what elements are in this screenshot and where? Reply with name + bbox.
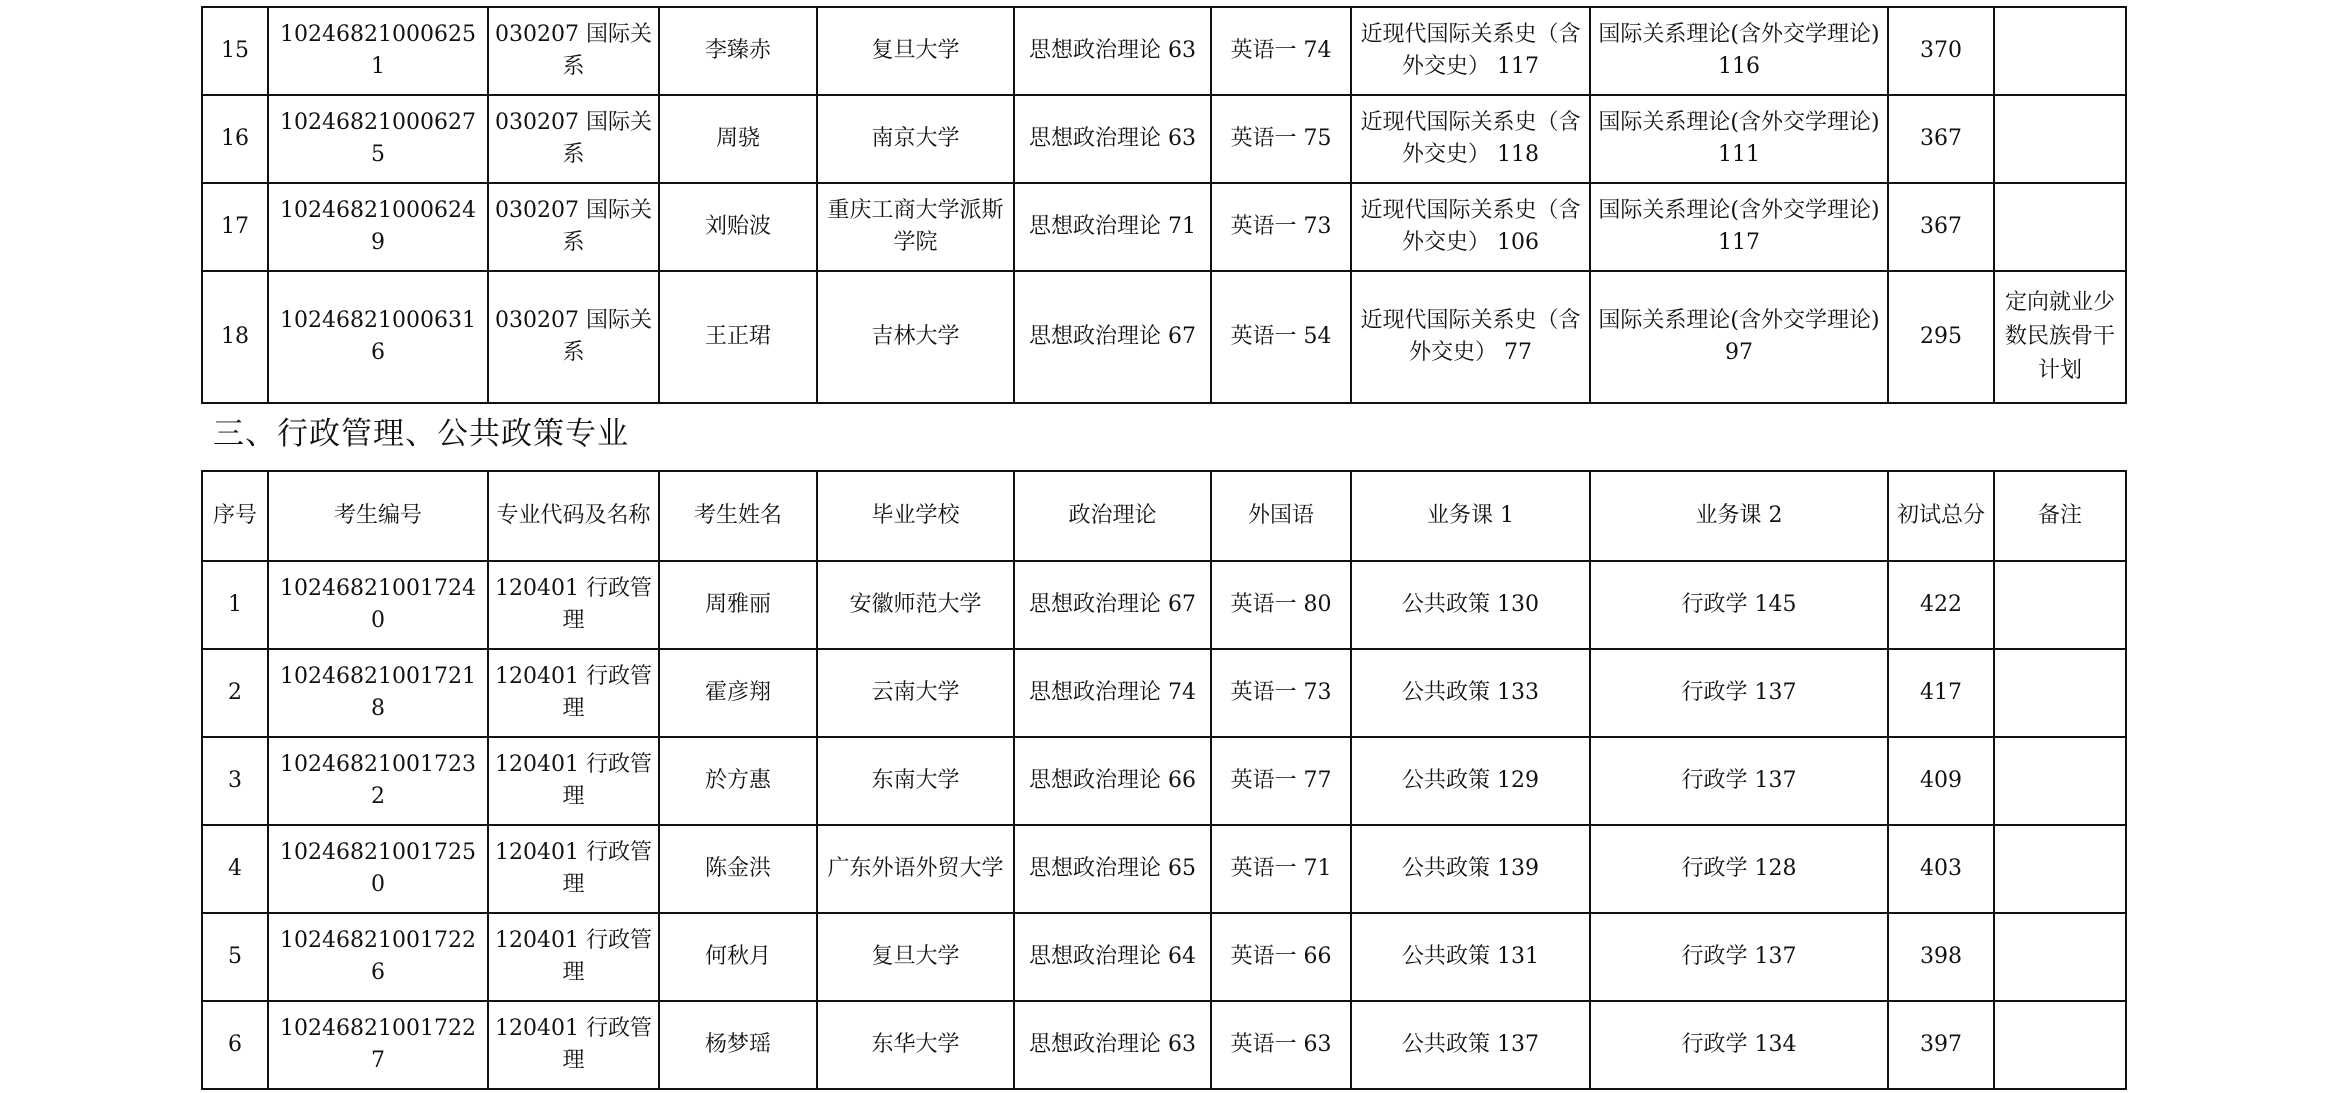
note-cell [1994, 825, 2126, 913]
seq-cell: 4 [202, 825, 268, 913]
international-relations-table [201, 6, 2127, 404]
exam-id-cell: 102468210017226 [268, 913, 488, 1001]
table-row [202, 95, 2126, 183]
exam-id-cell: 102468210017232 [268, 737, 488, 825]
course2-cell: 行政学 137 [1590, 913, 1888, 1001]
name-cell: 周骁 [659, 95, 817, 183]
header-name: 考生姓名 [659, 471, 817, 561]
course1-cell: 公共政策 131 [1351, 913, 1590, 1001]
table-row [202, 825, 2126, 913]
note-cell [1994, 561, 2126, 649]
course2-cell: 行政学 134 [1590, 1001, 1888, 1089]
politics-cell: 思想政治理论 63 [1014, 95, 1211, 183]
name-cell: 何秋月 [659, 913, 817, 1001]
school-cell: 南京大学 [817, 95, 1014, 183]
major-cell: 120401 行政管理 [488, 913, 659, 1001]
total-score-cell: 398 [1888, 913, 1994, 1001]
name-cell: 李臻赤 [659, 7, 817, 95]
note-cell [1994, 649, 2126, 737]
seq-cell: 17 [202, 183, 268, 271]
table-row [202, 1001, 2126, 1089]
exam-id-cell: 102468210017250 [268, 825, 488, 913]
politics-cell: 思想政治理论 64 [1014, 913, 1211, 1001]
major-cell: 120401 行政管理 [488, 1001, 659, 1089]
header-major: 专业代码及名称 [488, 471, 659, 561]
politics-cell: 思想政治理论 67 [1014, 561, 1211, 649]
politics-cell: 思想政治理论 65 [1014, 825, 1211, 913]
course2-cell: 国际关系理论(含外交学理论) 111 [1590, 95, 1888, 183]
header-school: 毕业学校 [817, 471, 1014, 561]
politics-cell: 思想政治理论 74 [1014, 649, 1211, 737]
note-cell [1994, 183, 2126, 271]
course1-cell: 近现代国际关系史（含外交史） 77 [1351, 271, 1590, 403]
school-cell: 吉林大学 [817, 271, 1014, 403]
header-exam-id: 考生编号 [268, 471, 488, 561]
politics-cell: 思想政治理论 67 [1014, 271, 1211, 403]
major-cell: 120401 行政管理 [488, 649, 659, 737]
name-cell: 陈金洪 [659, 825, 817, 913]
exam-id-cell: 102468210006251 [268, 7, 488, 95]
total-score-cell: 417 [1888, 649, 1994, 737]
politics-cell: 思想政治理论 66 [1014, 737, 1211, 825]
politics-cell: 思想政治理论 63 [1014, 1001, 1211, 1089]
seq-cell: 15 [202, 7, 268, 95]
seq-cell: 1 [202, 561, 268, 649]
language-cell: 英语一 80 [1211, 561, 1351, 649]
school-cell: 复旦大学 [817, 913, 1014, 1001]
course1-cell: 近现代国际关系史（含外交史） 106 [1351, 183, 1590, 271]
exam-id-cell: 102468210006275 [268, 95, 488, 183]
total-score-cell: 370 [1888, 7, 1994, 95]
total-score-cell: 367 [1888, 183, 1994, 271]
course2-cell: 行政学 145 [1590, 561, 1888, 649]
table-row [202, 561, 2126, 649]
course1-cell: 公共政策 137 [1351, 1001, 1590, 1089]
major-cell: 030207 国际关系 [488, 183, 659, 271]
table-header-row [202, 471, 2126, 561]
name-cell: 周雅丽 [659, 561, 817, 649]
total-score-cell: 422 [1888, 561, 1994, 649]
major-cell: 120401 行政管理 [488, 825, 659, 913]
course1-cell: 公共政策 139 [1351, 825, 1590, 913]
politics-cell: 思想政治理论 63 [1014, 7, 1211, 95]
note-cell [1994, 913, 2126, 1001]
header-course2: 业务课 2 [1590, 471, 1888, 561]
language-cell: 英语一 73 [1211, 649, 1351, 737]
exam-id-cell: 102468210017240 [268, 561, 488, 649]
language-cell: 英语一 54 [1211, 271, 1351, 403]
course1-cell: 公共政策 133 [1351, 649, 1590, 737]
note-cell [1994, 7, 2126, 95]
total-score-cell: 403 [1888, 825, 1994, 913]
course1-cell: 近现代国际关系史（含外交史） 118 [1351, 95, 1590, 183]
exam-id-cell: 102468210017227 [268, 1001, 488, 1089]
major-cell: 120401 行政管理 [488, 737, 659, 825]
name-cell: 杨梦瑶 [659, 1001, 817, 1089]
table-row [202, 737, 2126, 825]
total-score-cell: 397 [1888, 1001, 1994, 1089]
name-cell: 於方惠 [659, 737, 817, 825]
course2-cell: 行政学 128 [1590, 825, 1888, 913]
total-score-cell: 367 [1888, 95, 1994, 183]
table-row [202, 183, 2126, 271]
section-heading: 三、行政管理、公共政策专业 [213, 416, 629, 452]
public-administration-table [201, 470, 2127, 1090]
major-cell: 030207 国际关系 [488, 95, 659, 183]
name-cell: 王正珺 [659, 271, 817, 403]
course1-cell: 公共政策 129 [1351, 737, 1590, 825]
school-cell: 云南大学 [817, 649, 1014, 737]
school-cell: 东南大学 [817, 737, 1014, 825]
course2-cell: 行政学 137 [1590, 737, 1888, 825]
name-cell: 刘贻波 [659, 183, 817, 271]
seq-cell: 16 [202, 95, 268, 183]
course2-cell: 行政学 137 [1590, 649, 1888, 737]
total-score-cell: 409 [1888, 737, 1994, 825]
school-cell: 东华大学 [817, 1001, 1014, 1089]
course2-cell: 国际关系理论(含外交学理论) 116 [1590, 7, 1888, 95]
seq-cell: 6 [202, 1001, 268, 1089]
language-cell: 英语一 75 [1211, 95, 1351, 183]
seq-cell: 2 [202, 649, 268, 737]
language-cell: 英语一 66 [1211, 913, 1351, 1001]
language-cell: 英语一 63 [1211, 1001, 1351, 1089]
table-row [202, 7, 2126, 95]
table-row [202, 649, 2126, 737]
table-row [202, 913, 2126, 1001]
header-note: 备注 [1994, 471, 2126, 561]
language-cell: 英语一 71 [1211, 825, 1351, 913]
note-cell: 定向就业少数民族骨干计划 [1994, 271, 2126, 403]
school-cell: 广东外语外贸大学 [817, 825, 1014, 913]
header-politics: 政治理论 [1014, 471, 1211, 561]
course2-cell: 国际关系理论(含外交学理论) 97 [1590, 271, 1888, 403]
course1-cell: 公共政策 130 [1351, 561, 1590, 649]
school-cell: 复旦大学 [817, 7, 1014, 95]
header-language: 外国语 [1211, 471, 1351, 561]
note-cell [1994, 1001, 2126, 1089]
exam-id-cell: 102468210017218 [268, 649, 488, 737]
course2-cell: 国际关系理论(含外交学理论) 117 [1590, 183, 1888, 271]
course1-cell: 近现代国际关系史（含外交史） 117 [1351, 7, 1590, 95]
total-score-cell: 295 [1888, 271, 1994, 403]
exam-id-cell: 102468210006316 [268, 271, 488, 403]
note-cell [1994, 737, 2126, 825]
header-seq: 序号 [202, 471, 268, 561]
seq-cell: 3 [202, 737, 268, 825]
school-cell: 重庆工商大学派斯学院 [817, 183, 1014, 271]
major-cell: 120401 行政管理 [488, 561, 659, 649]
name-cell: 霍彦翔 [659, 649, 817, 737]
table-row [202, 271, 2126, 403]
seq-cell: 18 [202, 271, 268, 403]
header-total-score: 初试总分 [1888, 471, 1994, 561]
language-cell: 英语一 74 [1211, 7, 1351, 95]
header-course1: 业务课 1 [1351, 471, 1590, 561]
note-cell [1994, 95, 2126, 183]
major-cell: 030207 国际关系 [488, 271, 659, 403]
politics-cell: 思想政治理论 71 [1014, 183, 1211, 271]
major-cell: 030207 国际关系 [488, 7, 659, 95]
language-cell: 英语一 73 [1211, 183, 1351, 271]
seq-cell: 5 [202, 913, 268, 1001]
exam-id-cell: 102468210006249 [268, 183, 488, 271]
language-cell: 英语一 77 [1211, 737, 1351, 825]
school-cell: 安徽师范大学 [817, 561, 1014, 649]
